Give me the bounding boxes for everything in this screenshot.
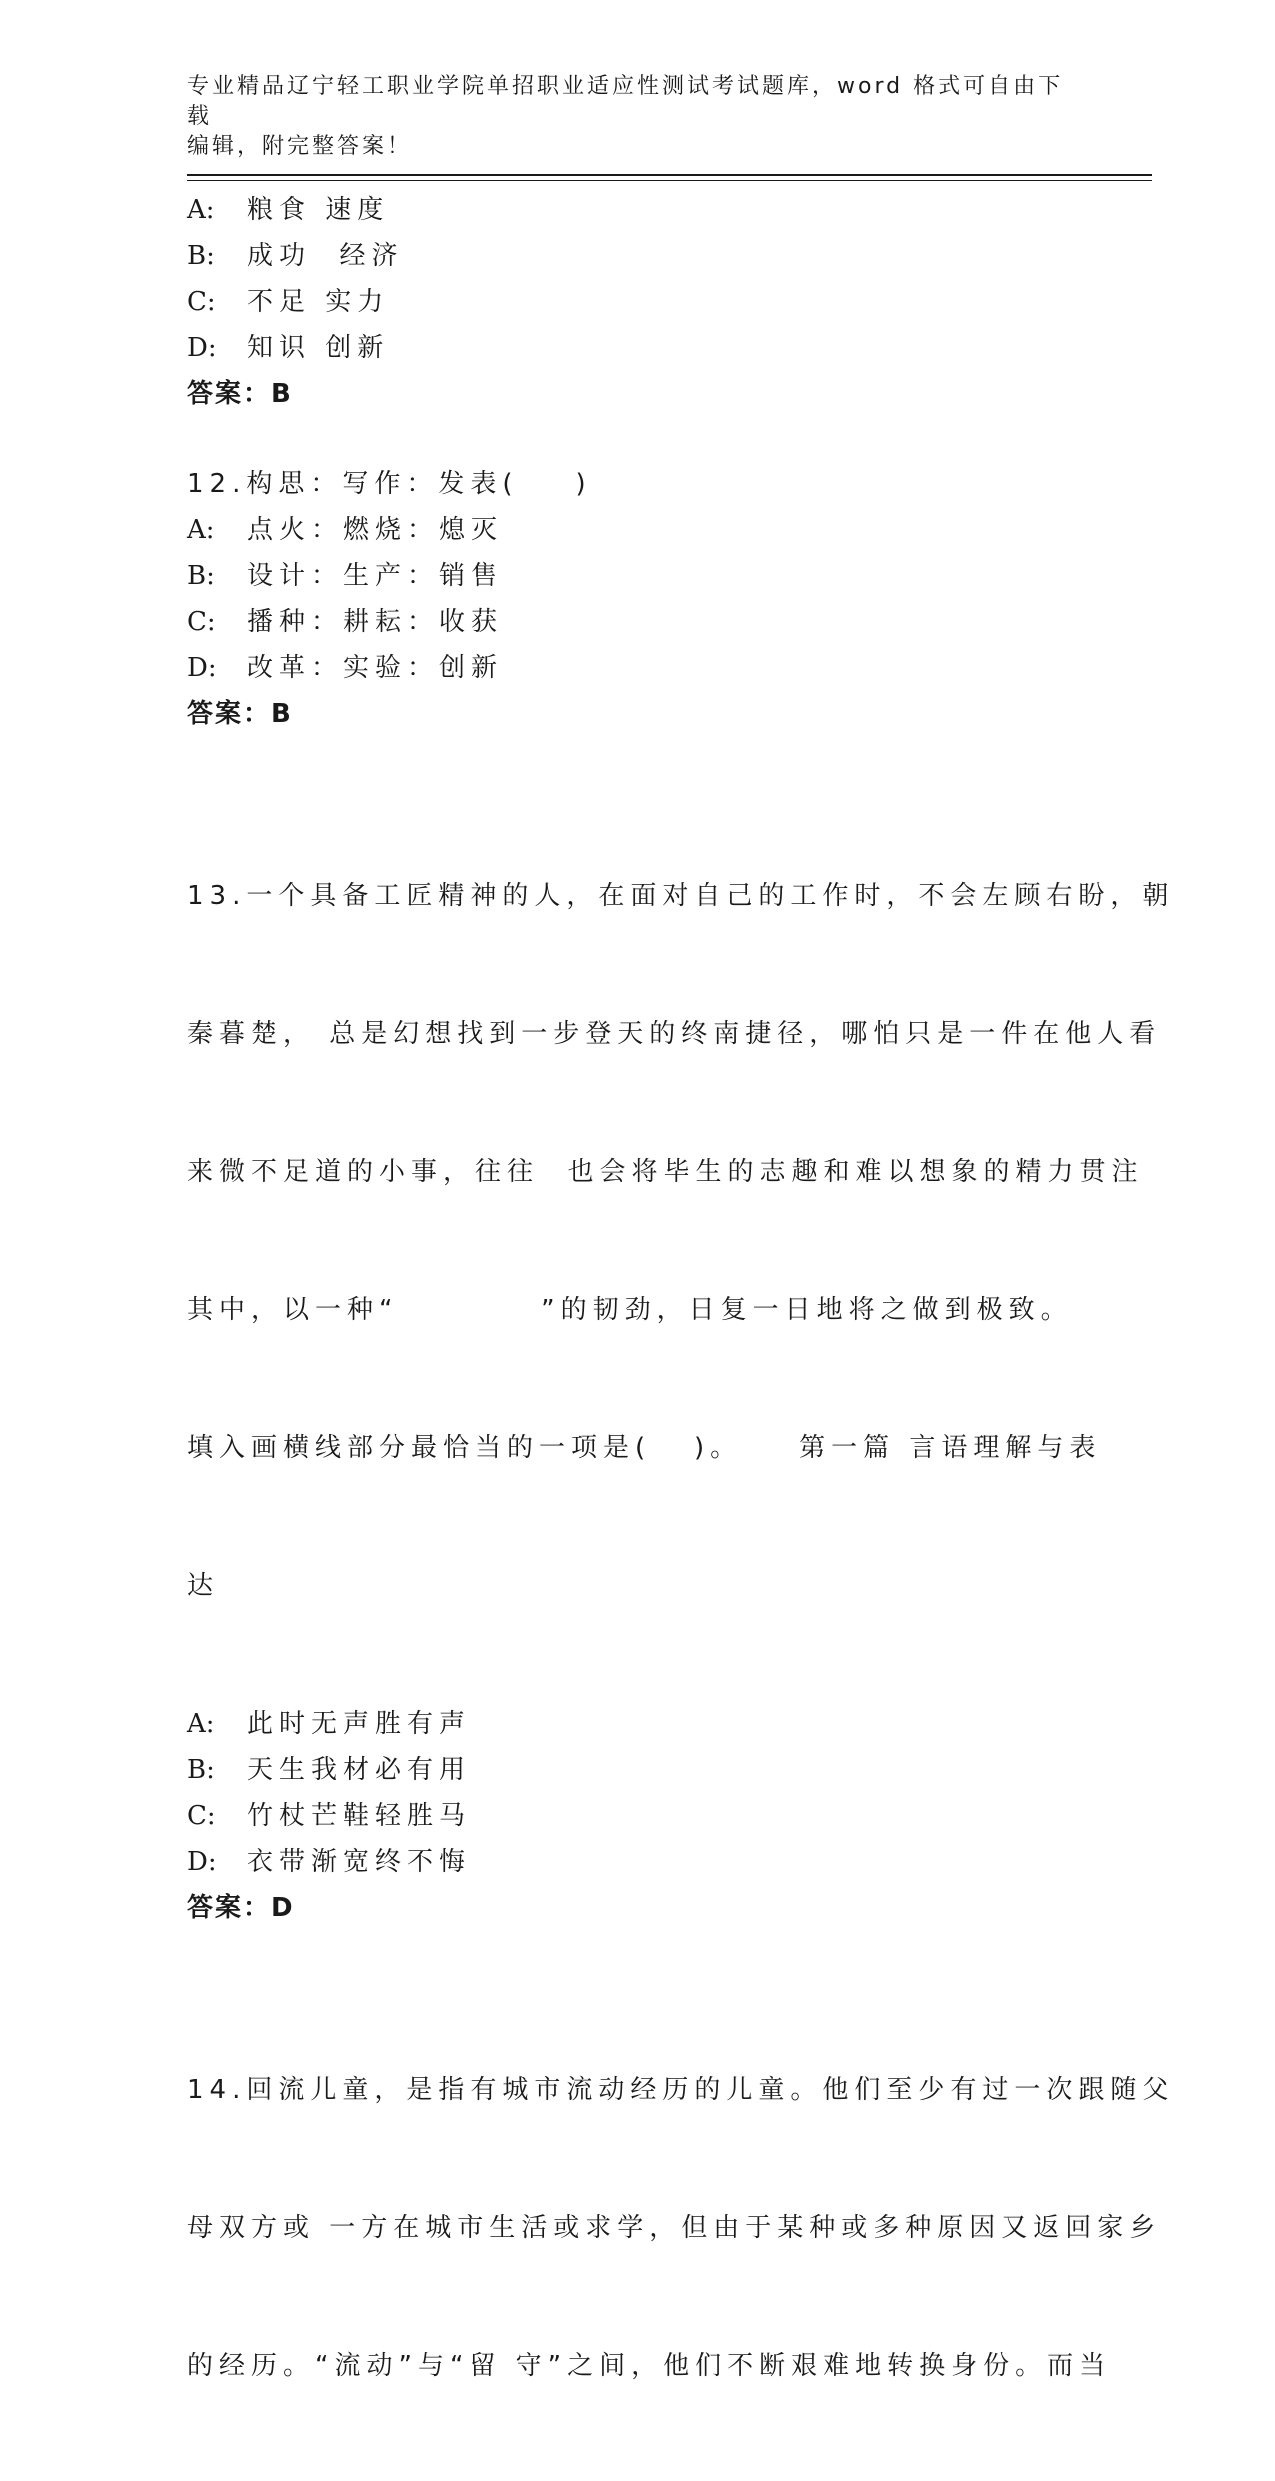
option-key: A:: [187, 515, 215, 545]
spacer: [187, 1931, 1087, 1975]
header-rule-thin: [187, 180, 1152, 181]
question-11: [187, 187, 1087, 417]
option-b: [187, 553, 1087, 599]
option-key: C:: [187, 287, 216, 317]
spacer: [187, 737, 1087, 781]
option-key: D:: [187, 333, 217, 363]
stem-line: 14.回流儿童，是指有城市流动经历的儿童。他们至少有过一次跟随父: [187, 2075, 1175, 2105]
stem-line: 秦暮楚， 总是幻想找到一步登天的终南捷径，哪怕只是一件在他人看: [187, 1019, 1162, 1049]
option-key: C:: [187, 607, 216, 637]
option-text: 点火：燃烧：熄灭: [247, 515, 504, 545]
option-d: [187, 1839, 1087, 1885]
question-13: [187, 781, 1175, 1931]
option-key: B:: [187, 1755, 215, 1785]
answer-line: 答案：B: [187, 379, 293, 409]
question-stem: [187, 1975, 1175, 2481]
option-key: D:: [187, 653, 217, 683]
option-text: 知识 创新: [247, 333, 390, 363]
question-14: [187, 1975, 1175, 2481]
option-text: 天生我材必有用: [247, 1755, 472, 1785]
option-text: 竹杖芒鞋轻胜马: [247, 1801, 472, 1831]
question-12: [187, 461, 1087, 737]
header-line-2: 编辑，附完整答案！: [187, 134, 413, 159]
stem-line: 达: [187, 1571, 220, 1601]
option-a: [187, 187, 1087, 233]
header-rule-thick: [187, 174, 1152, 176]
question-stem: [187, 781, 1175, 1701]
option-text: 设计：生产：销售: [247, 561, 504, 591]
option-key: B:: [187, 241, 215, 271]
stem-line: 13.一个具备工匠精神的人，在面对自己的工作时，不会左顾右盼，朝: [187, 881, 1175, 911]
option-d: [187, 645, 1087, 691]
document-header: [187, 72, 1067, 162]
stem-line: 的经历。“流动”与“留 守”之间，他们不断艰难地转换身份。而当: [187, 2351, 1112, 2381]
option-key: A:: [187, 1709, 215, 1739]
header-line-1: 专业精品辽宁轻工职业学院单招职业适应性测试考试题库，word 格式可自由下载: [187, 74, 1064, 129]
option-b: [187, 1747, 1087, 1793]
option-key: A:: [187, 195, 215, 225]
stem-line: 填入画横线部分最恰当的一项是( )。 第一篇 言语理解与表: [187, 1433, 1102, 1463]
stem-line: 其中，以一种“ ”的韧劲，日复一日地将之做到极致。: [187, 1295, 1073, 1325]
option-text: 不足 实力: [247, 287, 390, 317]
option-c: [187, 279, 1087, 325]
question-stem: 12.构思：写作：发表( ): [187, 469, 592, 499]
option-text: 此时无声胜有声: [247, 1709, 472, 1739]
option-key: B:: [187, 561, 215, 591]
stem-line: 来微不足道的小事，往往 也会将毕生的志趣和难以想象的精力贯注: [187, 1157, 1144, 1187]
option-text: 播种：耕耘：收获: [247, 607, 504, 637]
answer-line: 答案：B: [187, 699, 293, 729]
question-content: [187, 187, 1175, 2481]
option-c: [187, 1793, 1087, 1839]
answer-line: 答案：D: [187, 1893, 295, 1923]
option-c: [187, 599, 1087, 645]
option-a: [187, 1701, 1087, 1747]
option-d: [187, 325, 1087, 371]
spacer: [187, 417, 1087, 461]
option-key: D:: [187, 1847, 217, 1877]
option-text: 衣带渐宽终不悔: [247, 1847, 472, 1877]
option-text: 改革：实验：创新: [247, 653, 504, 683]
stem-line: 母双方或 一方在城市生活或求学，但由于某种或多种原因又返回家乡: [187, 2213, 1162, 2243]
option-a: [187, 507, 1087, 553]
option-b: [187, 233, 1087, 279]
option-text: 粮食 速度: [247, 195, 390, 225]
option-text: 成功 经济: [247, 241, 404, 271]
option-key: C:: [187, 1801, 216, 1831]
